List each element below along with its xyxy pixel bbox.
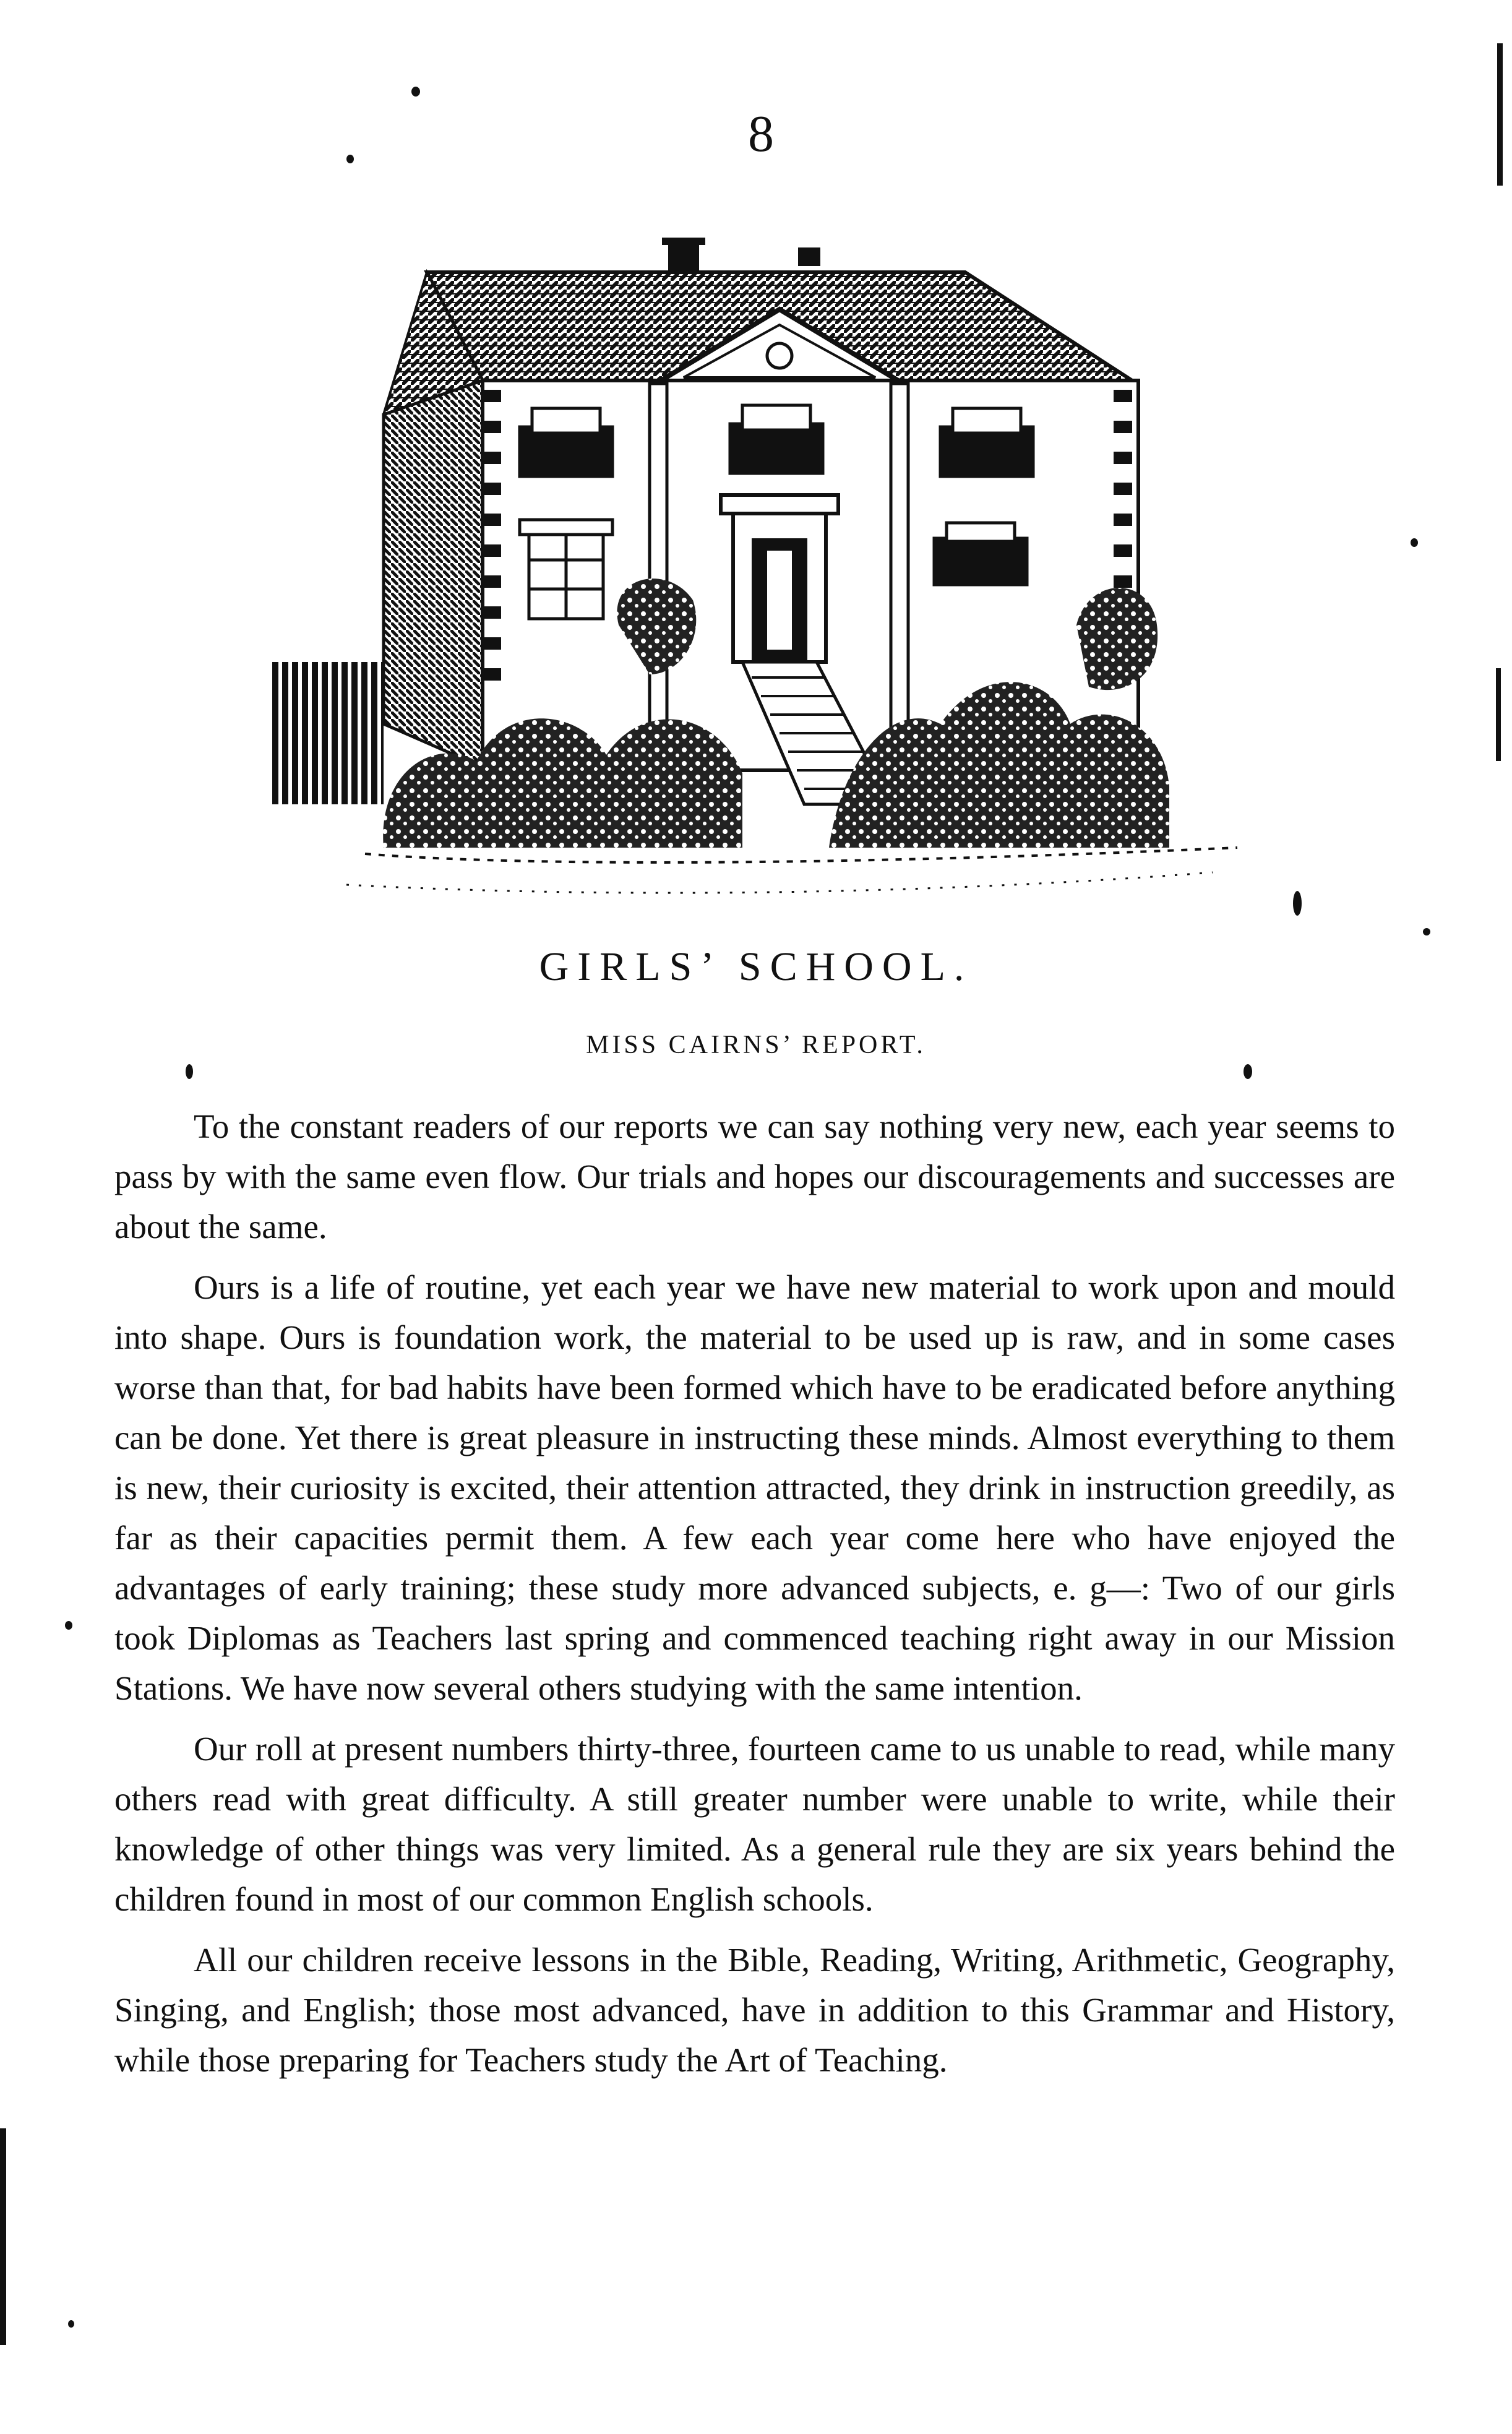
- paragraph: All our children receive lessons in the Bible, Reading, Writing, Arithmetic, Geography, Singing, and English; those most advanced, have in addition to this Grammar and History, while those preparing for Teachers study the Art of Teaching.: [114, 1941, 1395, 2079]
- scan-speck: [65, 1621, 72, 1630]
- scan-speck: [68, 2320, 74, 2328]
- scan-speck: [186, 1064, 193, 1079]
- school-building-illustration: [272, 229, 1262, 928]
- scan-edge-mark: [1496, 668, 1501, 761]
- paragraph: Ours is a life of routine, yet each year we have new material to work upon and mould into shape. Ours is foundation work, the material to be used up is raw, and in some cases worse than that, for bad habits have been formed which have to be eradicated before anything can be done. Yet there is great pleasure in instructing these minds. Almost everything to them is new, their curiosity is excited, their attention attracted, they drink in instruction greedily, as far as their capacities permit them. A few each year come here who have enjoyed the advantages of early training; these study more advanced subjects, e. g—: Two of our girls took Diplomas as Teachers last spring and commenced teaching right away in our Mission Stations. We have now several others studying with the same intention.: [114, 1268, 1395, 1707]
- scan-speck: [346, 155, 354, 163]
- scan-speck: [1423, 928, 1430, 935]
- scan-speck: [1293, 891, 1302, 916]
- scan-edge-mark: [1497, 43, 1503, 186]
- report-body: [114, 1101, 1395, 2096]
- section-heading: GIRLS’ SCHOOL.: [539, 944, 973, 989]
- scan-speck: [411, 87, 420, 97]
- report-subheading: MISS CAIRNS’ REPORT.: [586, 1031, 926, 1059]
- scan-speck: [1244, 1064, 1252, 1079]
- page-number: 8: [748, 105, 774, 163]
- paragraph: Our roll at present numbers thirty-three, fourteen came to us unable to read, while many others read with great difficulty. A still greater number were unable to write, while their knowledge of other things was very limited. As a general rule they are six years behind the children found in most of our common English schools.: [114, 1730, 1395, 1918]
- scan-edge-mark: [0, 2128, 6, 2345]
- scan-speck: [1411, 538, 1418, 547]
- paragraph: To the constant readers of our reports we can say nothing very new, each year seems to pass by with the same even flow. Our trials and hopes our discouragements and successes are about the same.: [114, 1107, 1395, 1245]
